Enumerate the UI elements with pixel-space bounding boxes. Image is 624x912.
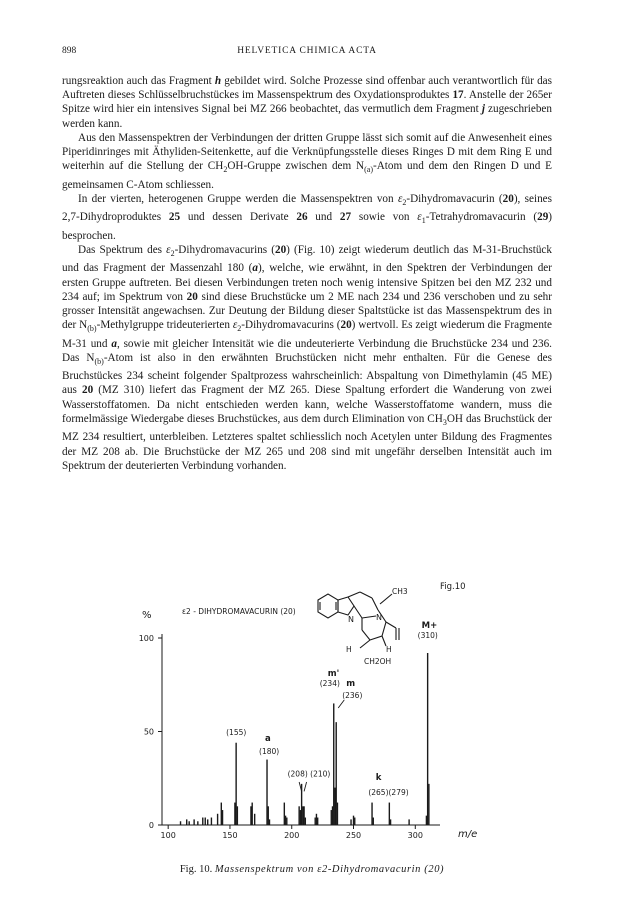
structure-atom-h: H: [346, 645, 352, 654]
text-run: (b): [87, 324, 97, 334]
y-tick-label: 50: [143, 727, 154, 737]
text-run: ε: [397, 192, 403, 205]
ion-arrow: [338, 700, 344, 708]
body-text: [62, 74, 552, 473]
text-run: 20: [186, 290, 198, 303]
ion-values-208-210: (208) (210): [287, 769, 331, 779]
text-run: 26: [296, 211, 308, 224]
text-run: ε: [232, 319, 238, 332]
journal-title: HELVETICA CHIMICA ACTA: [237, 46, 377, 56]
text-run: a: [111, 337, 117, 350]
x-tick-label: 250: [345, 831, 362, 840]
text-run: 2: [223, 165, 228, 175]
y-tick-label: 100: [138, 634, 154, 643]
ion-label-k: k: [375, 773, 382, 784]
text-run: 27: [339, 211, 352, 224]
ion-value-236: (236): [342, 691, 363, 700]
text-run: 20: [502, 192, 514, 205]
figure-10: [120, 580, 540, 850]
caption-title: Massenspektrum von ε2-Dihydromavacurin (20): [214, 864, 445, 875]
ion-value-234: (234): [319, 679, 340, 688]
text-run: ε: [417, 211, 422, 224]
figure-label: Fig.10: [440, 582, 466, 592]
ion-value-155: (155): [226, 728, 247, 738]
text-run: 20: [274, 243, 287, 256]
ion-label-m: m: [346, 679, 356, 689]
y-unit: %: [142, 610, 152, 621]
ion-value-310: (310): [417, 631, 438, 640]
x-tick-label: 200: [284, 831, 300, 840]
text-run: 25: [168, 211, 181, 224]
text-run: 20: [81, 384, 94, 397]
x-tick-label: 100: [160, 831, 176, 840]
compound-label: ε2 - DIHYDROMAVACURIN (20): [182, 607, 296, 616]
paragraph: Das Spektrum des $\varepsilon_2$-Dihydromavacurins (20) (Fig. 10) zeigt wiederum deutlich das M-31-Bruchstück und das Fragment der Massenzahl 180 (a), welche, wie erwähnt, in den Spektren der Verbindungen der ersten Gruppe auftreten. Bei diesen Verbindungen treten noch wenig intensive Spitzen bei den MZ 232 und 234 auf; im Spektrum von 20 sind diese Bruchstücke um 2 ME nach 234 und 236 verschoben und zu sehr grosser Intensität angewachsen. Zur Deutung der Bildung dieser Spaltstücke ist das Massenspektrum des in der $N_{(b)}$-Methylgruppe trideuterierten $\varepsilon_2$-Dihydromavacurins (20) wertvoll. Es zeigt wiederum die Fragmente M-31 und a, sowie mit gleicher Intensität wie die undeuterierte Verbindung die Bruchstücke 234 und 236. Das $N_{(b)}$-Atom ist also in den erwähnten Bruchstücken nicht mehr enthalten. Für die Genese des Bruchstückes 234 scheint folgender Spaltprozess wahrscheinlich: Abspaltung von Dimethylamin (45 ME) aus 20 (MZ 310) liefert das Fragment der MZ 265. Diese Spaltung erfordert die Wanderung von zwei Wasserstoffatomen. Da nicht entschieden werden kann, welche Wasserstoffatome wandern, muss die formelmässige Wiedergabe dieses Bruchstückes, aus dem durch Elimination von $CH_3OH$ das Bruchstück der MZ 234 resultiert, unterbleiben. Letzteres spaltet schliesslich noch Acetylen unter Bildung des Fragmentes der MZ 208 ab. Die Bruchstücke der MZ 265 und 208 sind mit ungefähr derselben Intensität auch im Spektrum der deuterierten Verbindung vorhanden.: [62, 243, 553, 472]
structure-group-ch2oh: CH2OH: [364, 657, 392, 666]
paragraph: rungsreaktion auch das Fragment h gebildet wird. Solche Prozesse sind offenbar auch verantwortlich für das Auftreten dieses Schlüsselbruchstückes im Massenspektrum des Oxydationsproduktes 17. Anstelle der 265er Spitze wird hier ein intensives Signal bei MZ 266 beobachtet, das vermutlich dem Fragment j zugeschrieben werden kann.: [62, 75, 552, 130]
text-run: 1: [421, 216, 426, 226]
mass-spectrum-chart: [120, 580, 540, 850]
structure-group-ch3: CH3: [392, 587, 408, 596]
text-run: (b): [94, 357, 104, 367]
y-tick-label: 0: [148, 821, 154, 830]
structure-formula: [318, 592, 399, 648]
x-unit: m/e: [458, 829, 478, 840]
text-run: a: [252, 262, 258, 275]
chart-bars: [181, 653, 429, 825]
paragraph: In der vierten, heterogenen Gruppe werden die Massenspektren von $\varepsilon_2$-Dihydromavacurin (20), seines 2,7-Dihydroproduktes 25 und dessen Derivate 26 und 27 sowie von $\varepsilon_1$-Tetrahydromavacurin (29) besprochen.: [62, 192, 553, 242]
ion-label-m-plus: M+: [421, 621, 438, 631]
ion-arrow: [304, 782, 306, 791]
text-run: 2: [170, 249, 175, 259]
text-run: 2: [237, 324, 242, 334]
text-run: 3: [442, 418, 447, 428]
page-header: [62, 46, 552, 62]
ion-label-a: a: [265, 733, 271, 744]
structure-atom-n: N: [348, 615, 354, 624]
ion-value-180: (180): [259, 746, 280, 756]
structure-atom-h: H: [386, 645, 392, 654]
structure-atom-n: N: [376, 613, 382, 622]
ion-values-265-279: (265)(279): [368, 788, 409, 798]
text-run: j: [481, 103, 485, 116]
text-run: 29: [537, 211, 549, 224]
text-run: h: [214, 75, 222, 87]
figure-caption: [0, 864, 624, 875]
ion-label-m-prime: m': [327, 669, 340, 679]
text-run: 20: [340, 319, 352, 332]
text-run: (a): [364, 165, 373, 175]
text-run: 2: [402, 198, 407, 208]
caption-label: Fig. 10.: [179, 864, 213, 875]
text-run: ε: [166, 243, 171, 256]
x-tick-label: 300: [407, 831, 423, 840]
x-tick-label: 150: [222, 831, 238, 840]
paragraph: Aus den Massenspektren der Verbindungen der dritten Gruppe lässt sich somit auf die Anwesenheit eines Piperidinringes mit Äthyliden-Seitenkette, auf die Verknüpfungsstelle dieses Ringes D mit dem Ring E und weiterhin auf die Stellung der $CH_2OH$-Gruppe zwischen dem $N_{(a)}$-Atom und dem den Ringen D und E gemeinsamen C-Atom schliessen.: [62, 131, 552, 191]
chart-axes: [139, 610, 478, 840]
text-run: 17: [452, 89, 464, 102]
page-number: 898: [62, 46, 77, 56]
